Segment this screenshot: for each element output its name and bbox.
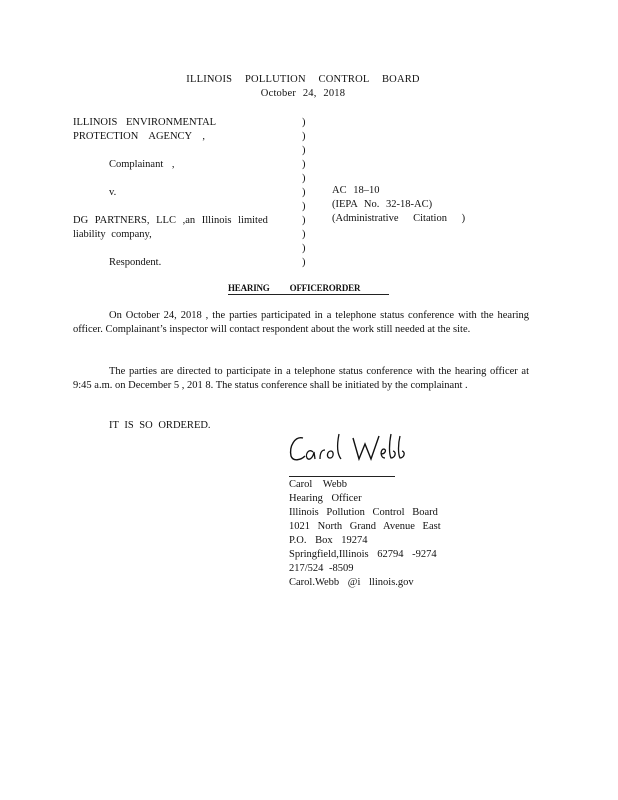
paren: ) [302,173,306,184]
respondent-label: Respondent. [109,257,162,268]
case-number-block [332,184,465,226]
case-caption-parties [73,116,268,270]
paren: ) [302,243,306,254]
signer-title: Hearing Officer [289,493,362,504]
complainant-name-line-1: ILLINOIS ENVIRONMENTAL [73,117,217,128]
complainant-name-line-2: PROTECTION AGENCY , [73,131,205,142]
case-number: AC 18–10 [332,185,380,196]
respondent-name-line-2: liability company, [73,229,152,240]
signature-line [289,476,395,477]
signer-name: Carol Webb [289,479,347,490]
address-street: 1021 North Grand Avenue East [289,521,441,532]
order-paragraph-1 [73,309,529,337]
paren: ) [302,131,306,142]
paragraph-text: On October 24, 2018 , the parties participated in a telephone status conference with the hearing officer. Complainant’s inspector will contact respondent about the work still needed at the site. [73,310,529,335]
complainant-label: Complainant , [109,159,175,170]
paren: ) [302,159,306,170]
so-ordered-line: IT IS SO ORDERED. [109,420,211,431]
order-title: HEARING OFFICERORDER [228,283,361,293]
paren: ) [302,187,306,198]
paren: ) [302,257,306,268]
paren: ) [302,215,306,226]
address-city: Springfield,Illinois 62794 -9274 [289,549,437,560]
iepa-number: (IEPA No. 32-18-AC) [332,199,433,210]
order-paragraph-2 [73,365,529,393]
citation-type: (Administrative Citation ) [332,213,466,224]
paren: ) [302,201,306,212]
paren: ) [302,117,306,128]
address-po-box: P.O. Box 19274 [289,535,368,546]
respondent-name-line-1: DG PARTNERS, LLC ,an Illinois limited [73,215,268,226]
order-title-underline [228,294,389,295]
handwritten-signature [287,430,417,470]
paragraph-text: The parties are directed to participate in a telephone status conference with the hearing officer at 9:45 a.m. on December 5 , 201 8. The status conference shall be initiated by the complainant . [73,366,529,391]
document-date: October 24, 2018 [260,88,346,99]
paren: ) [302,145,306,156]
signature-block [289,478,441,590]
signer-organization: Illinois Pollution Control Board [289,507,438,518]
email-address: Carol.Webb @i llinois.gov [289,577,414,588]
caption-parentheses [302,116,306,270]
board-name: ILLINOIS POLLUTION CONTROL BOARD [186,74,420,85]
document-heading [0,73,606,101]
versus-label: v. [109,187,117,198]
paren: ) [302,229,306,240]
phone-number: 217/524 -8509 [289,563,354,574]
